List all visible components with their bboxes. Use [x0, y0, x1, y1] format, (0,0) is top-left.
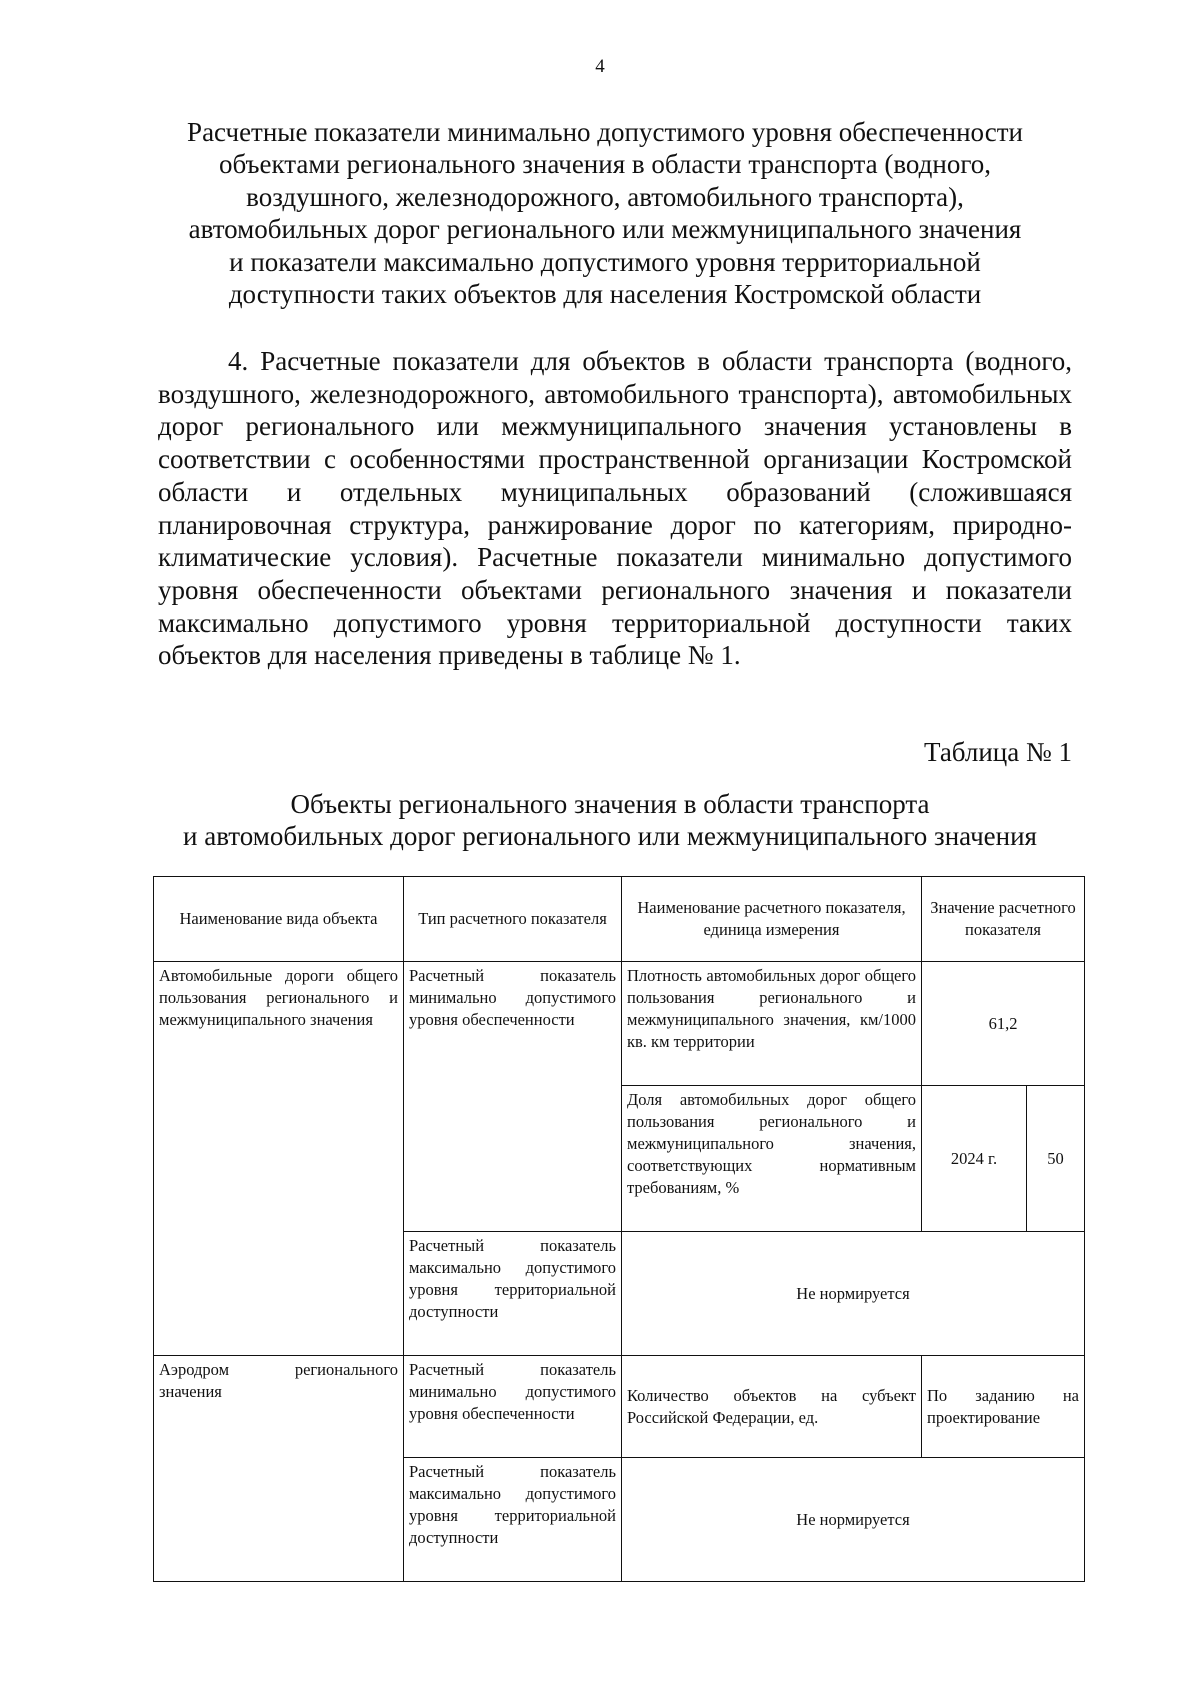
airfield-max-value-cell: Не нормируется	[622, 1458, 1085, 1582]
heading-line: воздушного, железнодорожного, автомобильного транспорта),	[246, 181, 964, 212]
airfield-count-name-cell: Количество объектов на субъект Российской Федерации, ед.	[622, 1356, 922, 1458]
heading-line: объектами регионального значения в области транспорта (водного,	[218, 149, 991, 180]
share-value-cell: 50	[1027, 1086, 1085, 1232]
body-paragraph: 4. Расчетные показатели для объектов в области транспорта (водного, воздушного, железнодорожного, автомобильного транспорта), автомобильных дорог регионального или межмуниципального значения установлены в соответствии с особенностями пространственной организации Костромской области и отдельных муниципальных образований (сложившаяся планировочная структура, ранжирование дорог по категориям, природно-климатические условия). Расчетные показатели минимально допустимого уровня обеспеченности объектами регионального значения и показатели максимально допустимого уровня территориальной доступности таких объектов для населения приведены в таблице № 1.	[158, 346, 1072, 671]
airfield-count-value-cell: По заданию на проектирование	[922, 1356, 1085, 1458]
table-header-row	[154, 877, 1085, 962]
header-indicator-type: Тип расчетного показателя	[404, 877, 622, 962]
roads-object-cell: Автомобильные дороги общего пользования регионального и межмуниципального значения	[154, 962, 404, 1356]
heading-line: и показатели максимально допустимого уровня территориальной	[229, 246, 981, 277]
share-year-cell: 2024 г.	[922, 1086, 1027, 1232]
indicators-table	[153, 876, 1085, 1582]
table-title-line: Объекты регионального значения в области транспорта	[290, 789, 930, 819]
roads-min-type-cell: Расчетный показатель минимально допустимого уровня обеспеченности	[404, 962, 622, 1232]
header-indicator-name: Наименование расчетного показателя, единица измерения	[622, 877, 922, 962]
heading-line: доступности таких объектов для населения Костромской области	[228, 279, 982, 310]
airfield-object-cell: Аэродром регионального значения	[154, 1356, 404, 1582]
density-name-cell: Плотность автомобильных дорог общего пользования регионального и межмуниципального значения, км/1000 кв. км территории	[622, 962, 922, 1086]
page-number: 4	[595, 56, 605, 77]
heading-line: автомобильных дорог регионального или межмуниципального значения	[188, 214, 1022, 245]
share-name-cell: Доля автомобильных дорог общего пользования регионального и межмуниципального значения, соответствующих нормативным требованиям, %	[622, 1086, 922, 1232]
table-label: Таблица № 1	[924, 737, 1072, 767]
table-row	[154, 1356, 1085, 1458]
roads-max-value-cell: Не нормируется	[622, 1232, 1085, 1356]
roads-max-type-cell: Расчетный показатель максимально допустимого уровня территориальной доступности	[404, 1232, 622, 1356]
table-row	[154, 962, 1085, 1086]
density-value-cell: 61,2	[922, 962, 1085, 1086]
header-object-type: Наименование вида объекта	[154, 877, 404, 962]
section-heading	[150, 116, 1060, 310]
heading-line: Расчетные показатели минимально допустимого уровня обеспеченности	[187, 117, 1023, 147]
airfield-max-type-cell: Расчетный показатель максимально допустимого уровня территориальной доступности	[404, 1458, 622, 1582]
table-title	[140, 788, 1080, 852]
header-value: Значение расчетного показателя	[922, 877, 1085, 962]
table-title-line: и автомобильных дорог регионального или межмуниципального значения	[183, 821, 1037, 851]
airfield-min-type-cell: Расчетный показатель минимально допустимого уровня обеспеченности	[404, 1356, 622, 1458]
